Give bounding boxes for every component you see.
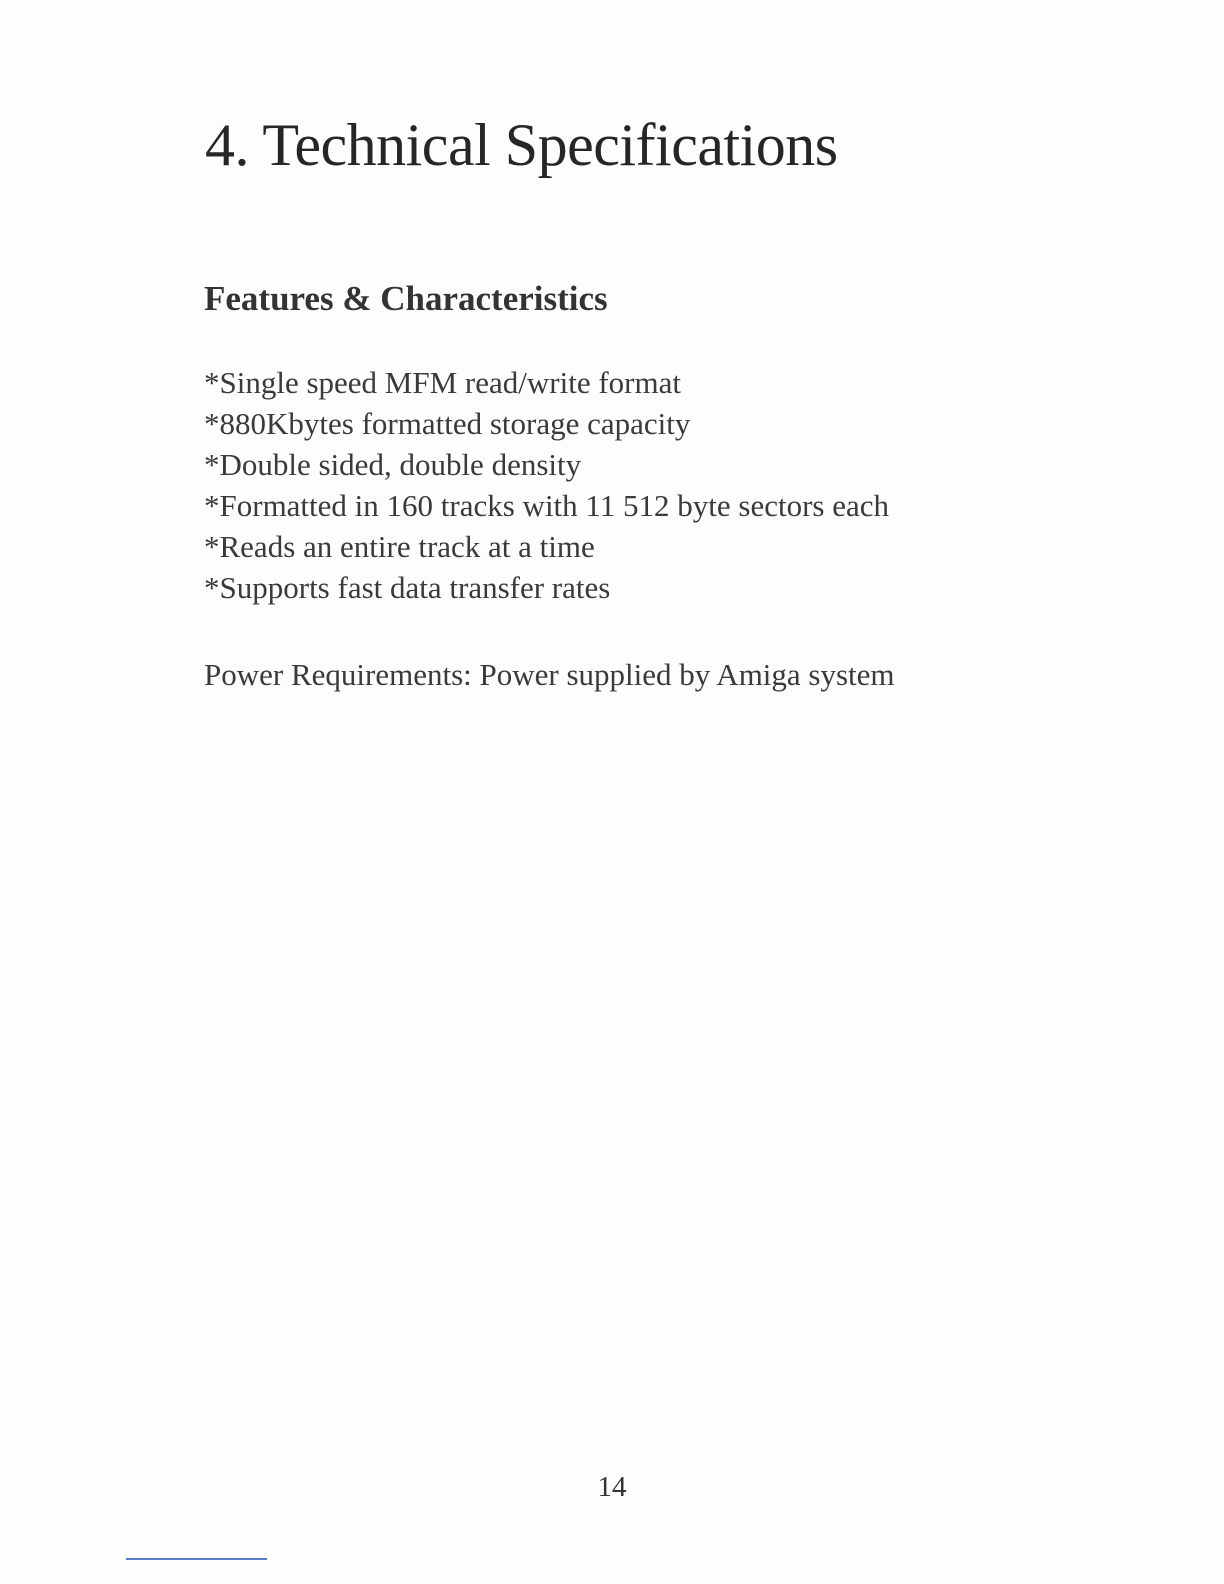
- feature-item: *Double sided, double density: [204, 447, 582, 482]
- chapter-title: 4. Technical Specifications: [205, 112, 838, 178]
- feature-item: *Supports fast data transfer rates: [204, 570, 611, 605]
- feature-item: *Reads an entire track at a time: [204, 529, 595, 564]
- feature-item: *Formatted in 160 tracks with 11 512 byte sectors each: [204, 488, 889, 523]
- feature-item: *880Kbytes formatted storage capacity: [204, 406, 691, 441]
- feature-item: *Single speed MFM read/write format: [204, 365, 681, 400]
- section-heading: Features & Characteristics: [204, 279, 608, 318]
- feature-list: [204, 362, 889, 608]
- power-requirements: Power Requirements: Power supplied by Amiga system: [204, 657, 895, 692]
- footer-rule: [126, 1558, 267, 1560]
- page-number: 14: [597, 1471, 627, 1503]
